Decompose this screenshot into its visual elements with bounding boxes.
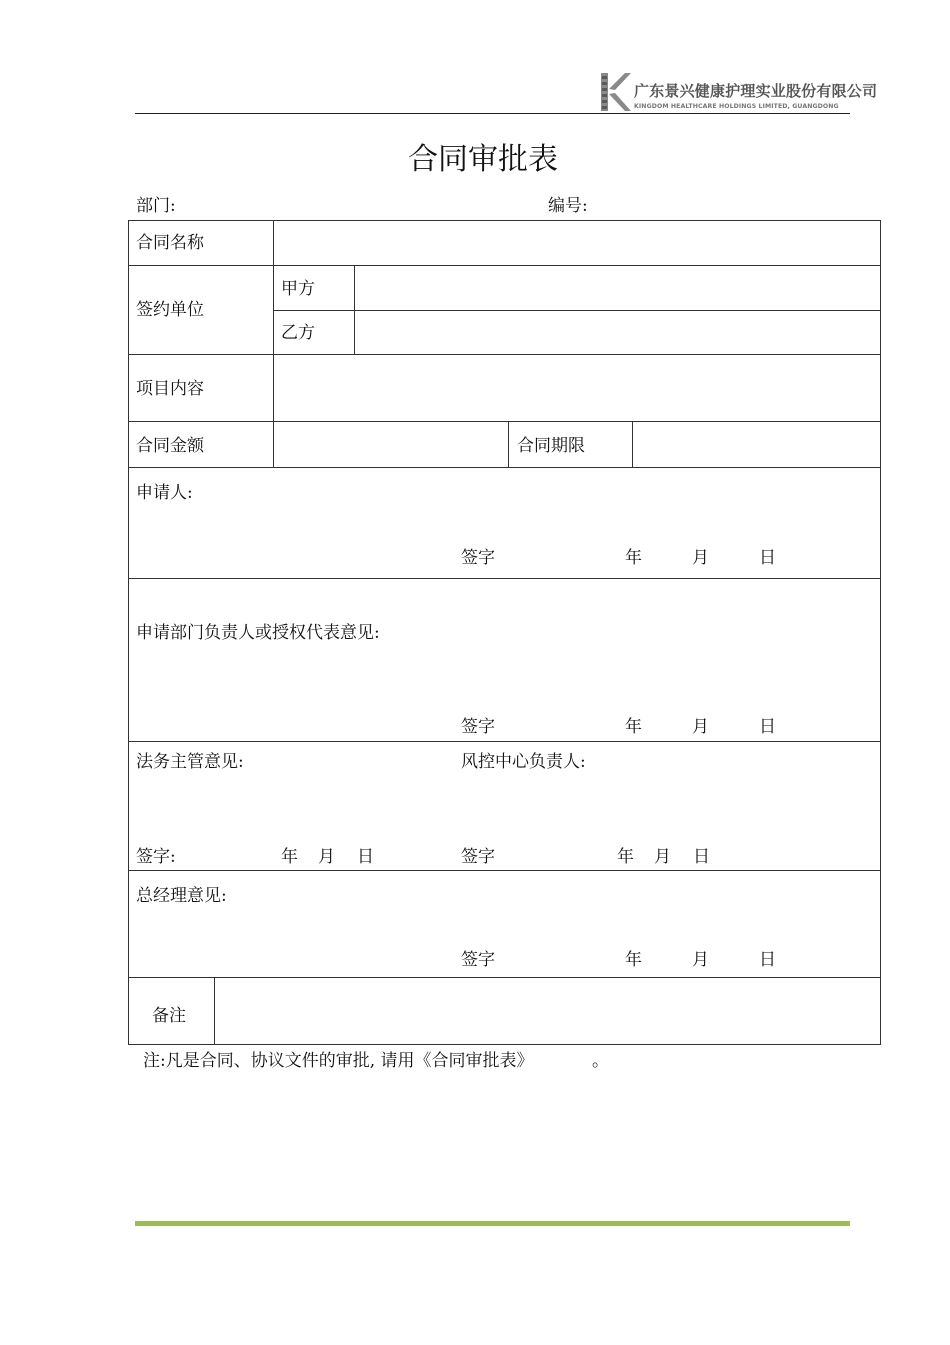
dept-head-day-label: 日 — [759, 717, 776, 737]
party-b-field[interactable] — [355, 311, 880, 354]
number-label: 编号: — [548, 196, 588, 216]
party-a-label: 甲方 — [281, 279, 315, 299]
applicant-day-label: 日 — [759, 548, 776, 568]
remarks-label: 备注 — [152, 1006, 186, 1026]
risk-year-label: 年 — [617, 847, 634, 867]
department-label: 部门: — [136, 196, 176, 216]
gm-sign-label: 签字 — [461, 950, 495, 970]
header-rule — [135, 113, 850, 114]
contract-name-field[interactable] — [274, 221, 880, 265]
contract-term-label: 合同期限 — [517, 436, 585, 456]
signing-unit-label: 签约单位 — [136, 300, 204, 320]
risk-month-label: 月 — [654, 847, 671, 867]
remarks-field[interactable] — [215, 978, 880, 1044]
footnote: 注:凡是合同、协议文件的审批, 请用《合同审批表》 — [143, 1051, 534, 1071]
footer-accent-rule — [135, 1221, 850, 1226]
gm-month-label: 月 — [692, 950, 709, 970]
legal-year-label: 年 — [281, 847, 298, 867]
gm-opinion-label: 总经理意见: — [136, 886, 227, 906]
contract-name-label: 合同名称 — [136, 233, 204, 253]
dept-head-month-label: 月 — [692, 717, 709, 737]
party-a-field[interactable] — [355, 266, 880, 310]
footnote-period: 。 — [592, 1051, 609, 1071]
applicant-month-label: 月 — [692, 548, 709, 568]
gm-day-label: 日 — [759, 950, 776, 970]
gm-year-label: 年 — [625, 950, 642, 970]
kingdom-logo-icon — [600, 72, 632, 112]
risk-sign-label: 签字 — [461, 847, 495, 867]
contract-amount-field[interactable] — [274, 422, 508, 467]
company-name-en: KINGDOM HEALTHCARE HOLDINGS LIMITED, GUANGDONG — [634, 103, 839, 110]
dept-head-year-label: 年 — [625, 717, 642, 737]
project-content-label: 项目内容 — [136, 379, 204, 399]
legal-day-label: 日 — [357, 847, 374, 867]
page-title: 合同审批表 — [408, 142, 558, 177]
risk-day-label: 日 — [693, 847, 710, 867]
applicant-year-label: 年 — [625, 548, 642, 568]
contract-term-field[interactable] — [633, 422, 880, 467]
dept-head-sign-label: 签字 — [461, 717, 495, 737]
dept-head-opinion-label: 申请部门负责人或授权代表意见: — [136, 623, 380, 643]
contract-amount-label: 合同金额 — [136, 436, 204, 456]
company-name-cn: 广东景兴健康护理实业股份有限公司 — [634, 82, 878, 100]
party-b-label: 乙方 — [281, 323, 315, 343]
applicant-sign-label: 签字 — [461, 548, 495, 568]
applicant-label: 申请人: — [136, 483, 193, 503]
legal-month-label: 月 — [318, 847, 335, 867]
legal-sign-label: 签字: — [136, 847, 176, 867]
risk-head-label: 风控中心负责人: — [461, 752, 586, 772]
legal-opinion-label: 法务主管意见: — [136, 752, 244, 772]
project-content-field[interactable] — [274, 355, 880, 421]
